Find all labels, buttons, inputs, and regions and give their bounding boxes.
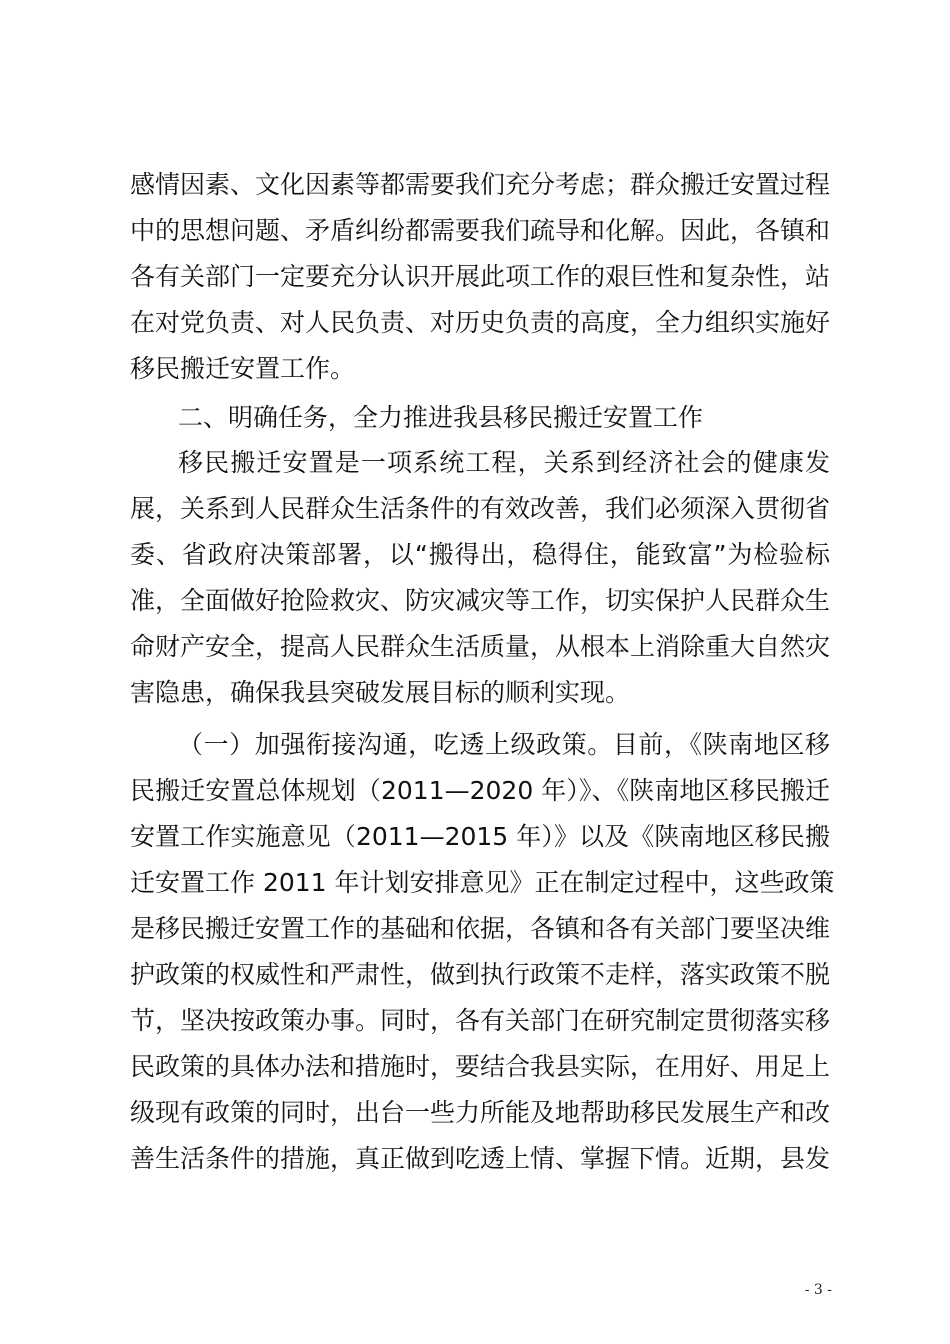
body-text-line: 委、省政府决策部署，以“搬得出，稳得住，能致富”为检验标	[130, 540, 830, 569]
body-text-line: 命财产安全，提高人民群众生活质量，从根本上消除重大自然灾	[130, 632, 831, 661]
body-text-line-with-subheading	[178, 730, 830, 760]
body-text-line: 感情因素、文化因素等都需要我们充分考虑；群众搬迁安置过程	[130, 170, 831, 199]
page-number: - 3 -	[804, 1282, 832, 1298]
body-text-line: 移民搬迁安置是一项系统工程，关系到经济社会的健康发	[178, 448, 830, 477]
body-text-line: 移民搬迁安置工作。	[130, 354, 356, 383]
body-text-line: 安置工作实施意见（2011—2015 年）》以及《陕南地区移民搬	[130, 822, 830, 851]
body-text-line: 准，全面做好抢险救灾、防灾减灾等工作，切实保护人民群众生	[130, 586, 831, 615]
body-text-line: 级现有政策的同时，出台一些力所能及地帮助移民发展生产和改	[130, 1098, 831, 1127]
body-text-line: 善生活条件的措施，真正做到吃透上情、掌握下情。近期，县发	[130, 1144, 831, 1173]
body-text-line: 护政策的权威性和严肃性，做到执行政策不走样，落实政策不脱	[130, 960, 831, 989]
body-text-line: 迁安置工作 2011 年计划安排意见》正在制定过程中，这些政策	[130, 868, 835, 897]
body-text-line: 民搬迁安置总体规划（2011—2020 年）》、《陕南地区移民搬迁	[130, 776, 830, 805]
body-text-span: 目前，《陕南地区移	[612, 730, 830, 759]
body-text-line: 是移民搬迁安置工作的基础和依据，各镇和各有关部门要坚决维	[130, 914, 831, 943]
body-text-line: 中的思想问题、矛盾纠纷都需要我们疏导和化解。因此，各镇和	[130, 216, 831, 245]
body-text-line: 在对党负责、对人民负责、对历史负责的高度，全力组织实施好	[130, 308, 831, 337]
body-text-line: 各有关部门一定要充分认识开展此项工作的艰巨性和复杂性，站	[130, 262, 831, 291]
body-text-line: 民政策的具体办法和措施时，要结合我县实际，在用好、用足上	[130, 1052, 831, 1081]
subheading-text: （一）加强衔接沟通，吃透上级政策。	[178, 730, 613, 759]
section-heading: 二、明确任务，全力推进我县移民搬迁安置工作	[178, 403, 704, 432]
body-text-line: 节，坚决按政策办事。同时，各有关部门在研究制定贯彻落实移	[130, 1006, 831, 1035]
body-text-line: 展，关系到人民群众生活条件的有效改善，我们必须深入贯彻省	[130, 494, 831, 523]
body-text-line: 害隐患，确保我县突破发展目标的顺利实现。	[130, 678, 631, 707]
